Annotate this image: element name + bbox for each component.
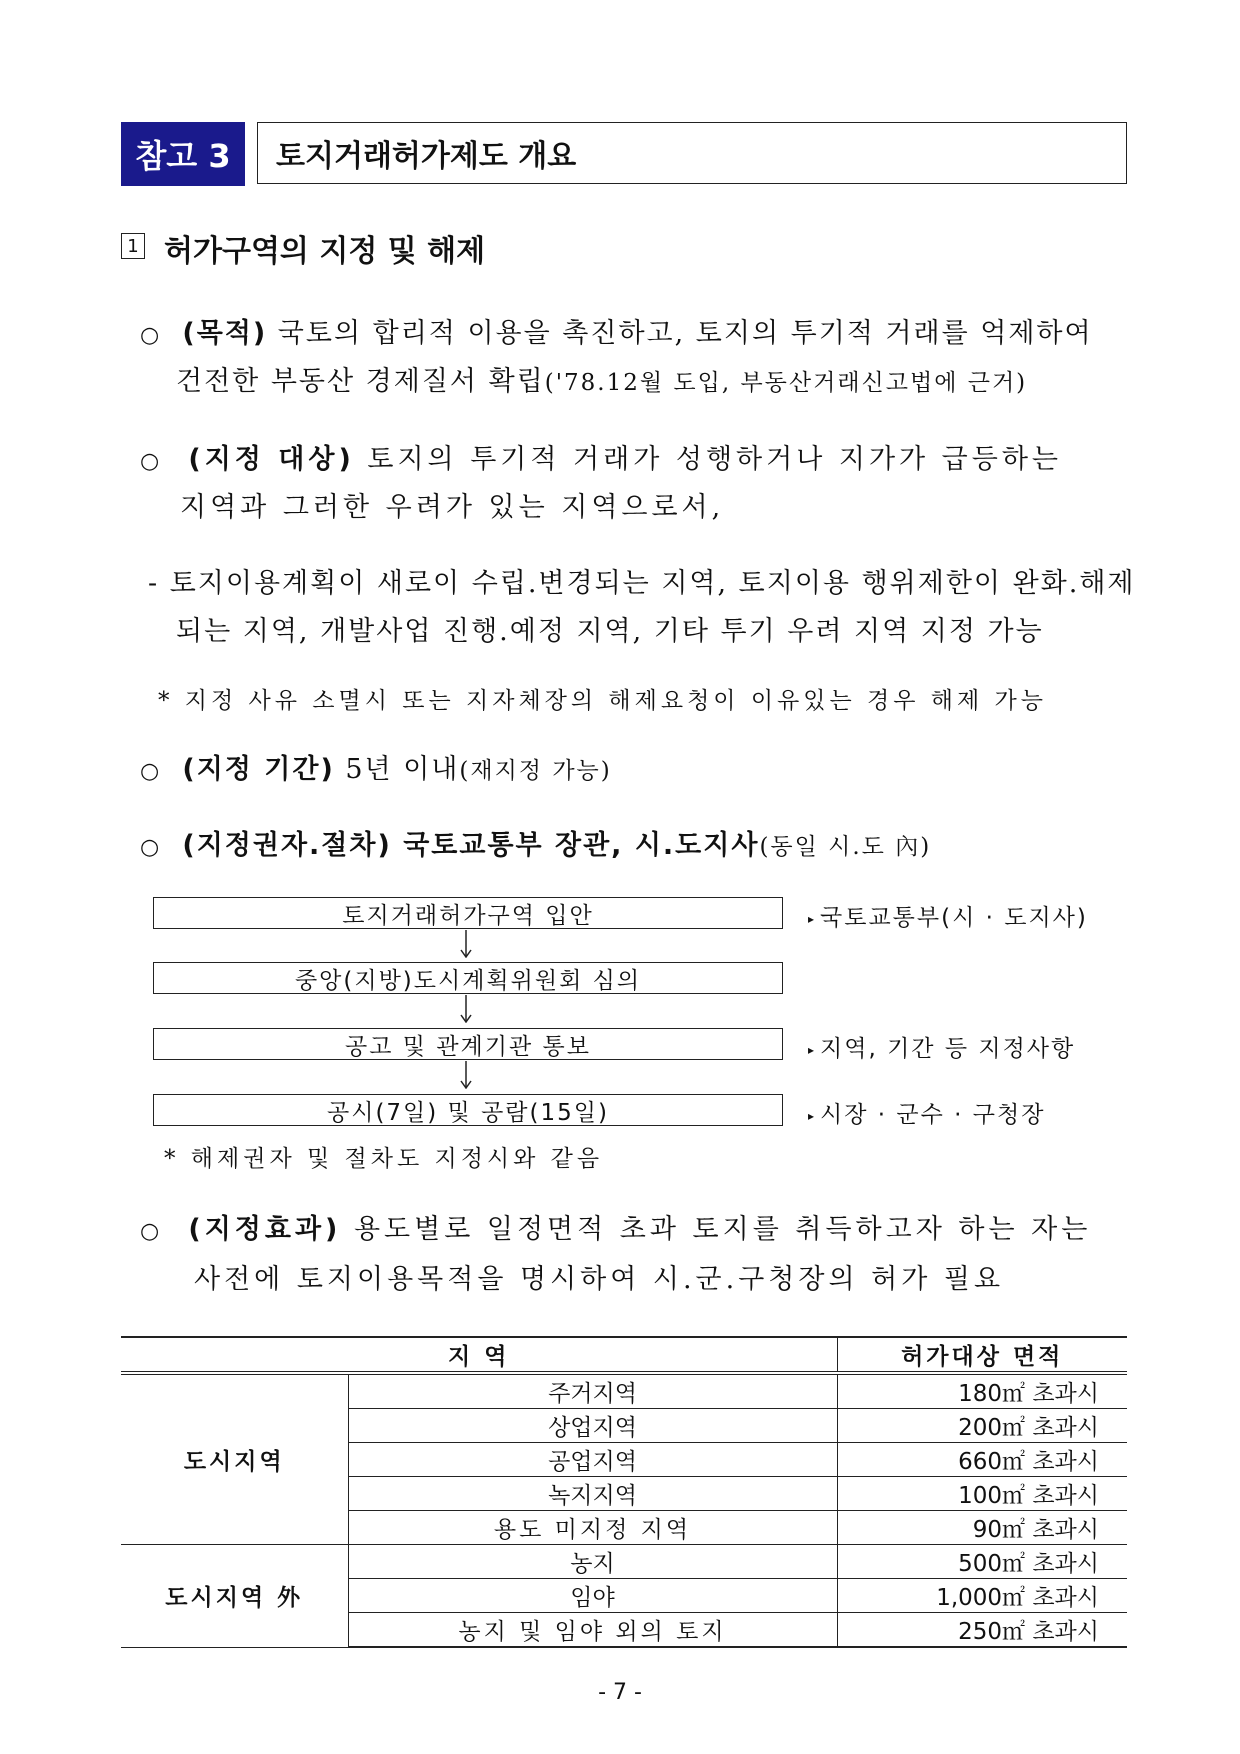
flow-side-4-text: 시장 · 군수 · 구청장	[820, 1102, 1046, 1128]
purpose-line2-main: 건전한 부동산 경제질서 확립	[176, 366, 545, 397]
page-number: - 7 -	[598, 1680, 642, 1705]
flow-note: * 해제권자 및 절차도 지정시와 같음	[164, 1146, 604, 1172]
flow-step-3: 공고 및 관계기관 통보	[153, 1028, 783, 1060]
flow-step-4: 공시(7일) 및 공람(15일)	[153, 1094, 783, 1126]
effect-line2: 사전에 토지이용목적을 명시하여 시.군.구청장의 허가 필요	[194, 1264, 1005, 1295]
zone-cell: 농지 및 임야 외의 토지	[348, 1613, 837, 1648]
flow-side-3-text: 지역, 기간 등 지정사항	[820, 1036, 1076, 1062]
zone-cell: 임야	[348, 1579, 837, 1613]
zone-cell: 공업지역	[348, 1443, 837, 1477]
permit-area-table	[121, 1336, 1127, 1648]
document-title	[257, 122, 1127, 184]
zone-cell: 상업지역	[348, 1409, 837, 1443]
flow-side-3	[808, 1030, 1075, 1063]
bullet-circle: ○	[140, 759, 162, 784]
authority-label: (지정권자.절차)	[182, 830, 392, 861]
zone-cell: 용도 미지정 지역	[348, 1511, 837, 1545]
authority-item	[140, 822, 931, 872]
zone-cell: 농지	[348, 1545, 837, 1579]
group-non-urban: 도시지역 外	[121, 1545, 348, 1648]
area-cell: 180㎡ 초과시	[837, 1373, 1127, 1409]
purpose-label: (목적)	[182, 318, 268, 349]
target-label: (지정 대상)	[188, 444, 355, 475]
flow-step-2: 중앙(지방)도시계획위원회 심의	[153, 962, 783, 994]
zone-cell: 주거지역	[348, 1373, 837, 1409]
flow-side-1-text: 국토교통부(시 · 도지사)	[820, 905, 1088, 931]
period-label: (지정 기간)	[182, 754, 335, 785]
target-line2: 지역과 그러한 우려가 있는 지역으로서,	[180, 492, 725, 523]
period-paren: (재지정 가능)	[459, 758, 612, 784]
flow-side-1	[808, 899, 1088, 932]
down-arrow-icon	[460, 1061, 472, 1089]
triangle-right-icon: ▸	[808, 911, 817, 926]
down-arrow-icon	[460, 930, 472, 958]
document-title-text: 토지거래허가제도 개요	[276, 139, 577, 174]
reference-badge: 참고 3	[121, 122, 245, 186]
period-text: 5년 이내	[334, 754, 460, 785]
triangle-right-icon: ▸	[808, 1108, 817, 1123]
area-cell: 250㎡ 초과시	[837, 1613, 1127, 1648]
effect-item	[140, 1206, 1091, 1256]
bullet-circle: ○	[140, 323, 162, 348]
flow-side-4	[808, 1096, 1045, 1129]
bullet-circle: ○	[140, 1219, 164, 1244]
area-cell: 500㎡ 초과시	[837, 1545, 1127, 1579]
area-cell: 200㎡ 초과시	[837, 1409, 1127, 1443]
group-urban: 도시지역	[121, 1373, 348, 1545]
bullet-circle: ○	[140, 449, 164, 474]
area-cell: 1,000㎡ 초과시	[837, 1579, 1127, 1613]
down-arrow-icon	[460, 995, 472, 1023]
target-sub-line1: - 토지이용계획이 새로이 수립.변경되는 지역, 토지이용 행위제한이 완화.해제	[148, 568, 1136, 599]
table-row	[121, 1545, 1127, 1579]
target-item	[140, 436, 1062, 486]
triangle-right-icon: ▸	[808, 1042, 817, 1057]
period-item	[140, 746, 612, 796]
bullet-circle: ○	[140, 835, 162, 860]
flow-step-1: 토지거래허가구역 입안	[153, 897, 783, 929]
target-line1: 토지의 투기적 거래가 성행하거나 지가가 급등하는	[354, 444, 1063, 475]
authority-text: 국토교통부 장관, 시.도지사	[391, 830, 760, 861]
section-number-box: 1	[121, 233, 145, 259]
purpose-line2-paren: ('78.12월 도입, 부동산거래신고법에 근거)	[544, 370, 1028, 396]
effect-label: (지정효과)	[188, 1214, 342, 1245]
authority-paren: (동일 시.도 內)	[759, 834, 932, 860]
purpose-line1: 국토의 합리적 이용을 촉진하고, 토지의 투기적 거래를 억제하여	[267, 318, 1093, 349]
purpose-item	[140, 310, 1093, 360]
header-zone: 지 역	[121, 1337, 837, 1373]
area-cell: 660㎡ 초과시	[837, 1443, 1127, 1477]
area-cell: 100㎡ 초과시	[837, 1477, 1127, 1511]
target-note: * 지정 사유 소멸시 또는 지자체장의 해제요청이 이유있는 경우 해제 가능	[158, 688, 1047, 714]
zone-cell: 녹지지역	[348, 1477, 837, 1511]
table-header-row	[121, 1337, 1127, 1373]
purpose-line2	[176, 358, 1027, 407]
section-title: 허가구역의 지정 및 해제	[164, 234, 486, 269]
target-sub-line2: 되는 지역, 개발사업 진행.예정 지역, 기타 투기 우려 지역 지정 가능	[176, 616, 1044, 647]
effect-line1: 용도별로 일정면적 초과 토지를 취득하고자 하는 자는	[341, 1214, 1092, 1245]
header-area: 허가대상 면적	[837, 1337, 1127, 1373]
table-row	[121, 1373, 1127, 1409]
area-cell: 90㎡ 초과시	[837, 1511, 1127, 1545]
